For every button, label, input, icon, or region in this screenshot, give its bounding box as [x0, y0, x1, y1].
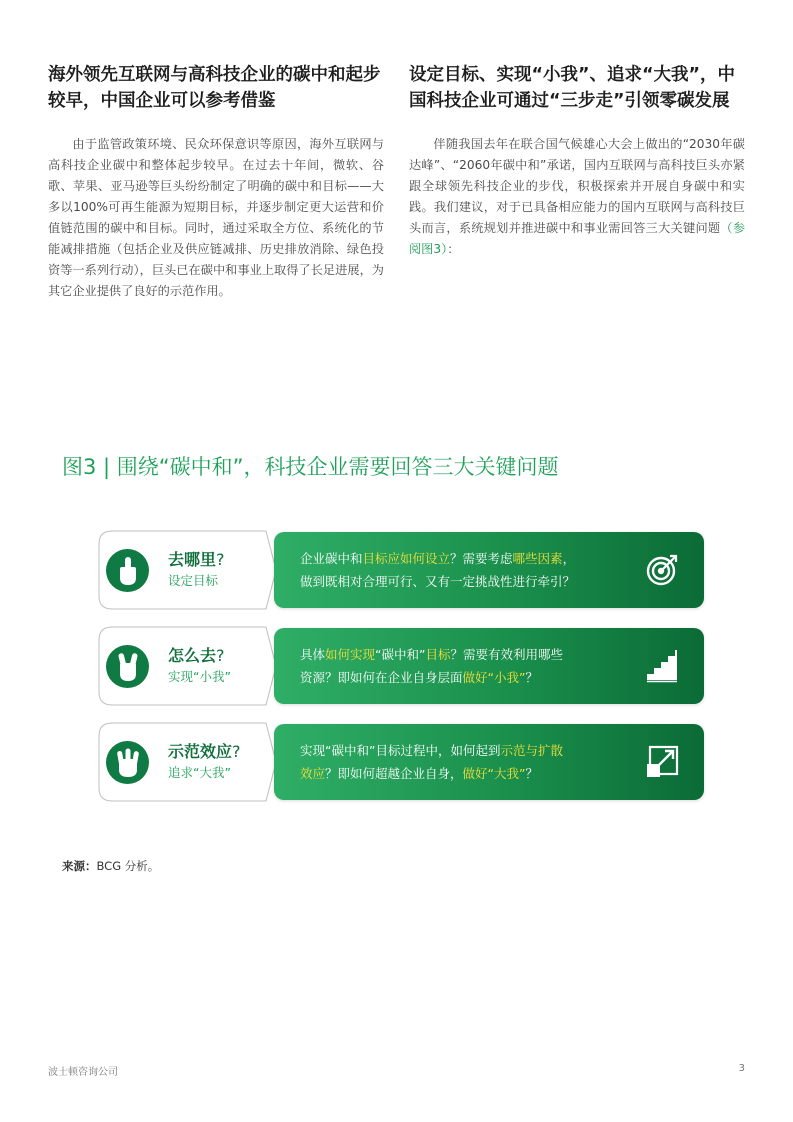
- figure-reference-link[interactable]: （参阅图3）: [409, 221, 746, 256]
- question-block-1: [98, 530, 278, 610]
- answer-box-1: [274, 532, 704, 608]
- question-row-3: [98, 722, 704, 802]
- target-icon: [644, 552, 680, 588]
- expand-icon: [644, 744, 680, 780]
- answer-text-2: [300, 643, 620, 689]
- two-finger-hand-icon: [106, 645, 149, 688]
- question-title: 去哪里?: [168, 550, 225, 569]
- one-finger-hand-icon: [106, 549, 149, 592]
- question-text-2: [168, 645, 231, 687]
- answer-line: 具体如何实现“碳中和”目标？需要有效利用哪些: [300, 647, 564, 662]
- right-body-end: ：: [447, 242, 460, 256]
- left-body: 由于监管政策环境、民众环保意识等原因，海外互联网与高科技企业碳中和整体起步较早。在过去十年间，微软、谷歌、苹果、亚马逊等巨头纷纷制定了明确的碳中和目标——大多以100%可再生能源为短期目标，并逐步制定更大运营和价值链范围的碳中和目标。同时，通过采取全方位、系统化的节能减排措施（包括企业及供应链减排、历史排放消除、绿色投资等一系列行动），巨头已在碳中和事业上取得了长足进展，为其它企业提供了良好的示范作用。: [48, 137, 384, 298]
- question-block-2: [98, 626, 278, 706]
- answer-box-3: [274, 724, 704, 800]
- stairs-icon: [644, 648, 680, 684]
- source-text: BCG 分析。: [96, 859, 160, 873]
- right-column: [409, 62, 745, 260]
- footer-company: 波士顿咨询公司: [48, 1067, 118, 1078]
- three-finger-hand-icon: [106, 741, 149, 784]
- question-subtitle: 实现“小我”: [168, 669, 231, 684]
- left-heading: 海外领先互联网与高科技企业的碳中和起步较早，中国企业可以参考借鉴: [48, 65, 381, 111]
- question-block-3: [98, 722, 278, 802]
- question-text-3: [168, 741, 241, 783]
- right-body: [409, 134, 745, 260]
- question-subtitle: 追求“大我”: [168, 765, 231, 780]
- answer-box-2: [274, 628, 704, 704]
- right-heading: 设定目标、实现“小我”、追求“大我”，中国科技企业可通过“三步走”引领零碳发展: [409, 65, 736, 111]
- answer-line: 实现“碳中和”目标过程中，如何起到示范与扩散: [300, 743, 563, 758]
- figure-title: 图3 | 围绕“碳中和”，科技企业需要回答三大关键问题: [62, 455, 559, 479]
- source-note: [62, 858, 159, 874]
- answer-line: 效应？即如何超越企业自身，做好“大我”？: [300, 766, 538, 781]
- question-text-1: [168, 549, 225, 591]
- page-number: 3: [738, 1063, 745, 1074]
- question-row-2: [98, 626, 704, 706]
- question-row-1: [98, 530, 704, 610]
- question-subtitle: 设定目标: [168, 573, 219, 588]
- source-label: 来源：: [62, 859, 97, 873]
- answer-line: 企业碳中和目标应如何设立？需要考虑哪些因素，: [300, 551, 576, 566]
- left-column: [48, 62, 384, 302]
- right-body-text: 伴随我国去年在联合国气候雄心大会上做出的“2030年碳达峰”、“2060年碳中和”承诺，国内互联网与高科技巨头亦紧跟全球领先科技企业的步伐，积极探索并开展自身碳中和实践。我们建议，对于已具备相应能力的国内互联网与高科技巨头而言，系统规划并推进碳中和事业需回答三大关键问题: [409, 137, 745, 235]
- answer-line: 做到既相对合理可行、又有一定挑战性进行牵引？: [300, 574, 576, 589]
- question-title: 怎么去?: [168, 646, 225, 665]
- question-title: 示范效应?: [168, 742, 241, 761]
- answer-text-1: [300, 547, 620, 593]
- answer-line: 资源？即如何在企业自身层面做好“小我”？: [300, 670, 538, 685]
- answer-text-3: [300, 739, 620, 785]
